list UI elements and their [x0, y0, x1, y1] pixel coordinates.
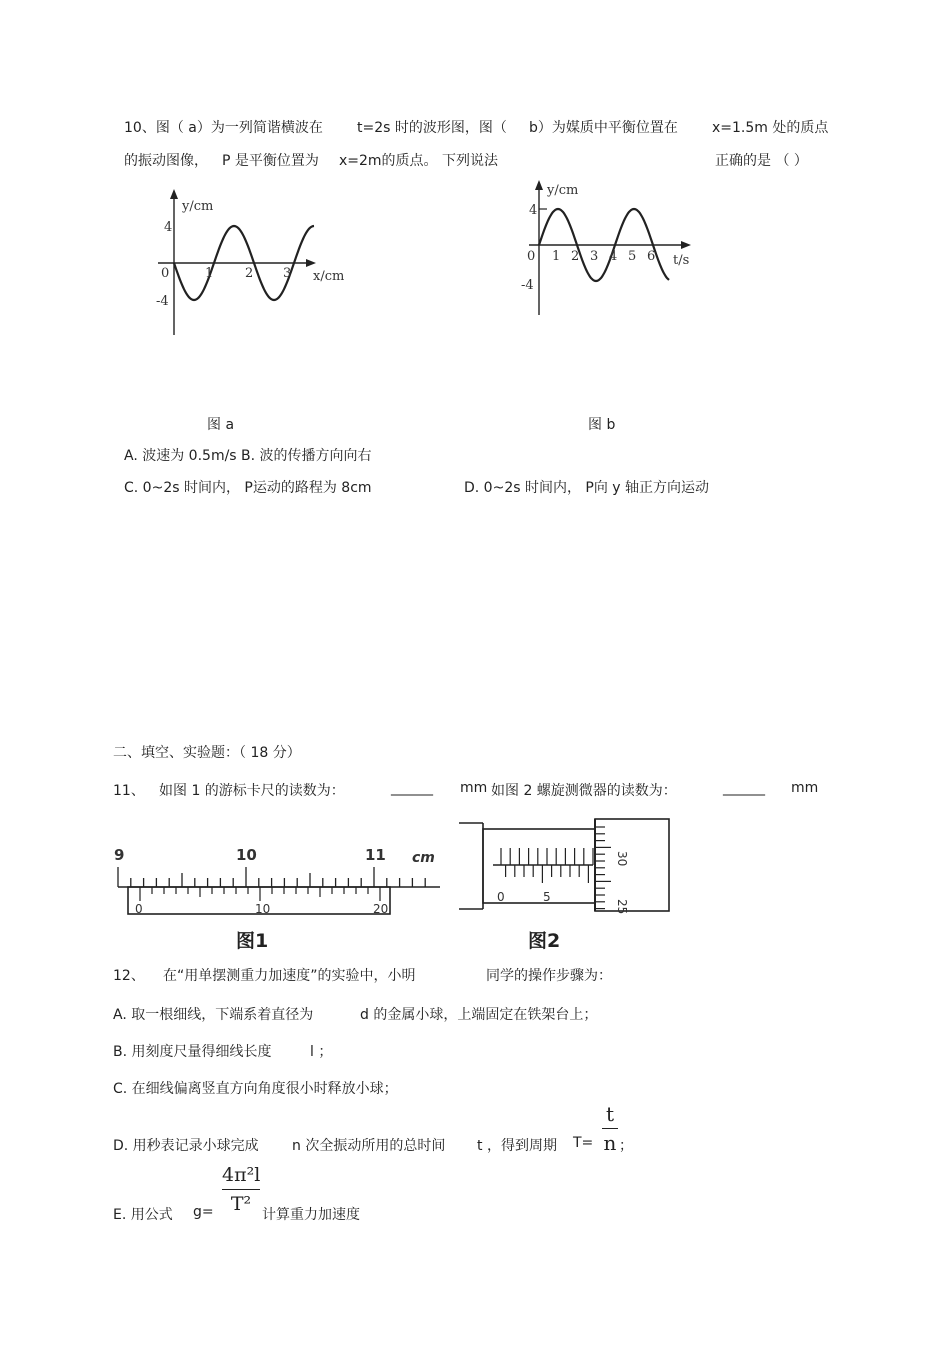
fig-a-tick-2: 2: [245, 266, 254, 281]
fig-b-tick-5: 5: [628, 249, 637, 264]
q12-step-e-2: g=: [193, 1204, 214, 1220]
micro-sleeve-label-0: 0: [497, 890, 505, 904]
q12-step-d-2: n 次全振动所用的总时间: [292, 1138, 446, 1154]
fig-b-tick-4: 4: [609, 249, 618, 264]
micro-thimble-label-30: 30: [615, 851, 629, 867]
formula-fraction: [222, 1163, 260, 1216]
period-denominator: n: [603, 1131, 617, 1155]
fig-a-caption: 图 a: [207, 417, 235, 433]
q12-step-e-3: 计算重力加速度: [262, 1207, 360, 1223]
q11-text1: 如图 1 的游标卡尺的读数为：: [159, 783, 345, 799]
q12-number: 12、: [113, 968, 145, 984]
fig-a-ylabel: y/cm: [182, 199, 214, 214]
period-fraction-bar: [602, 1128, 618, 1129]
fig-a-y-top: 4: [164, 220, 173, 235]
q12-step-c: C. 在细线偏离竖直方向角度很小时释放小球；: [113, 1081, 398, 1097]
caliper-vernier-label-0: 0: [135, 902, 143, 916]
formula-numerator: 4π²l: [222, 1164, 261, 1186]
period-fraction: [601, 1102, 619, 1155]
q12-step-b-1: B. 用刻度尺量得细线长度: [113, 1044, 272, 1060]
figure-a-wave-graph: [150, 185, 360, 345]
q10-line2-d: 正确的是 （ ）: [715, 153, 808, 169]
q11-number: 11、: [113, 783, 145, 799]
caliper-main-label-9: 9: [114, 846, 125, 864]
q10-line2-c: x=2m的质点。 下列说法: [339, 153, 499, 169]
micro-sleeve-label-5: 5: [543, 890, 551, 904]
fig-a-tick-3: 3: [283, 266, 292, 281]
q12-intro-a: 在“用单摆测重力加速度”的实验中，小明: [163, 968, 416, 984]
q12-step-a-1: A. 取一根细线，下端系着直径为: [113, 1007, 314, 1023]
q10-line1-b: t=2s 时的波形图，图（: [357, 120, 507, 136]
q12-step-a-2: d 的金属小球，上端固定在铁架台上；: [360, 1007, 598, 1023]
fig-b-ylabel: y/cm: [547, 183, 579, 198]
q12-step-d-1: D. 用秒表记录小球完成: [113, 1138, 259, 1154]
fig-b-y-top: 4: [529, 203, 538, 218]
micro-thimble-label-25: 25: [615, 899, 629, 915]
fig-b-tick-2: 2: [571, 249, 580, 264]
fig-b-xlabel: t/s: [673, 253, 690, 268]
q10-line1-d: x=1.5m 处的质点: [712, 120, 829, 136]
fig-b-tick-3: 3: [590, 249, 599, 264]
q12-step-d-4: T=: [573, 1135, 594, 1151]
formula-fraction-bar: [222, 1189, 260, 1190]
micrometer-caption: 图2: [528, 930, 561, 952]
q12-step-d-3: t ，得到周期: [477, 1138, 557, 1154]
section2-title: 二、填空、实验题：（ 18 分）: [113, 745, 301, 761]
q12-step-b-2: l ；: [310, 1044, 333, 1060]
q10-option-c: C. 0~2s 时间内， P运动的路程为 8cm: [124, 480, 372, 496]
q12-step-d-5: ；: [619, 1138, 633, 1154]
q10-line1-a: 10、图（ a）为一列简谐横波在: [124, 120, 323, 136]
caliper-caption: 图1: [236, 930, 269, 952]
q12-intro-b: 同学的操作步骤为：: [486, 968, 612, 984]
caliper-main-label-11: 11: [365, 846, 386, 864]
q11-text2: 如图 2 螺旋测微器的读数为：: [491, 783, 677, 799]
fig-a-xlabel: x/cm: [313, 269, 345, 284]
fig-b-y-bot: -4: [521, 278, 534, 293]
period-numerator: t: [605, 1102, 615, 1126]
fig-a-tick-0: 0: [161, 266, 170, 281]
caliper-vernier-label-20: 20: [373, 902, 389, 916]
q11-blank1: ______: [391, 780, 433, 796]
fig-a-tick-1: 1: [205, 266, 214, 281]
q10-line1-c: b）为媒质中平衡位置在: [529, 120, 678, 136]
q11-unit2: mm: [791, 780, 819, 796]
caliper-main-label-10: 10: [236, 846, 257, 864]
vernier-caliper-figure: [110, 842, 450, 922]
q10-option-a-b: A. 波速为 0.5m/s B. 波的传播方向向右: [124, 448, 372, 464]
fig-b-caption: 图 b: [588, 417, 616, 433]
q10-line2-a: 的振动图像，: [124, 153, 208, 169]
q11-blank2: ______: [723, 780, 765, 796]
q12-step-e-1: E. 用公式: [113, 1207, 173, 1223]
micrometer-figure: [455, 815, 675, 915]
caliper-vernier-label-10: 10: [255, 902, 271, 916]
fig-b-tick-0: 0: [527, 249, 536, 264]
q10-line2-b: P 是平衡位置为: [222, 153, 319, 169]
figure-b-vibration-graph: [515, 172, 715, 322]
caliper-unit: cm: [412, 850, 435, 866]
q11-unit1: mm: [460, 780, 488, 796]
fig-b-tick-1: 1: [552, 249, 561, 264]
fig-b-tick-6: 6: [647, 249, 656, 264]
q10-option-d: D. 0~2s 时间内， P向 y 轴正方向运动: [464, 480, 710, 496]
fig-a-y-bot: -4: [156, 294, 169, 309]
formula-denominator: T²: [230, 1193, 252, 1215]
